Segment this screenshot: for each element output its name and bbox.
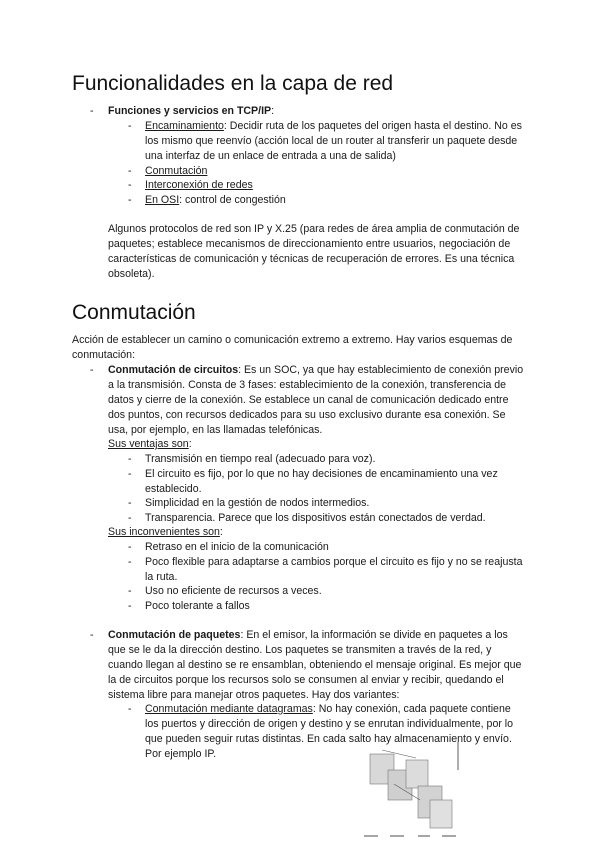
sub-dash: - (128, 512, 132, 524)
inconveniente-item: Poco flexible para adaptarse a cambios porque el circuito es fijo y no se reajusta la ruta. (145, 556, 523, 583)
colon: : (271, 105, 275, 117)
circuitos-text: : Es un SOC, ya que hay establecimiento de conexión previo a la transmisión. Consta de 3 fases: establecimiento de la conexión, transferencia de datos y cierre de la conexión. Se establece un canal de comunicación dedicado entre dos puntos, con recursos dedicados para su uso exclusivo durante esa conexión. Se usa, por ejemplo, en las llamadas telefónicas. (108, 364, 524, 436)
sub-dash: - (128, 165, 132, 177)
diagram-node (406, 760, 428, 788)
bullet-label: Funciones y servicios en TCP/IP (108, 105, 272, 117)
heading-funcionalidades: Funcionalidades en la capa de red (72, 72, 394, 95)
paragraph-protocolos: Algunos protocolos de red son IP y X.25 (para redes de área amplia de conmutación de paquetes; establece mecanismos de direccionamiento entre usuarios, negociación de características de comunicación y técnicas de recuperación de errores. Es una técnica obsoleta). (108, 223, 520, 280)
ventajas-label-text: Sus ventajas son (108, 438, 189, 450)
colon: : (188, 438, 192, 450)
inconvenientes-label-text: Sus inconvenientes son (108, 526, 220, 538)
ventajas-label (108, 437, 192, 452)
circuitos-label: Conmutación de circuitos (108, 364, 239, 376)
bullet-dash: - (90, 364, 94, 376)
subitem-encaminamiento (145, 119, 530, 164)
sub-dash: - (128, 497, 132, 509)
bullet-dash: - (90, 105, 94, 117)
ventaja-item: Transmisión en tiempo real (adecuado para voz). (145, 453, 376, 465)
bullet-funciones-tcpip (108, 104, 528, 119)
sub-dash: - (128, 453, 132, 465)
paragraph-intro: Acción de establecer un camino o comunicación extremo a extremo. Hay varios esquemas de conmutación: (72, 334, 513, 361)
subitem-text: : Decidir ruta de los paquetes del origen hasta el destino. No es los mismo que reenvío (acción local de un router al transferir un paquete desde una interfaz de un enlace de entrada a una de salida) (145, 120, 522, 162)
link-interconexion[interactable]: Interconexión de redes (145, 179, 253, 191)
datagram-diagram (360, 740, 470, 845)
paquetes-label: Conmutación de paquetes (108, 629, 241, 641)
sub-dash: - (128, 120, 132, 132)
bullet-circuitos (108, 363, 528, 438)
datagramas-text: : No hay conexión, cada paquete contiene los puertos y dirección de origen y destino y se enrutan individualmente, por lo que pueden seguir rutas distintas. En cada salto hay almacenamiento y envío. Por ejemplo IP. (145, 703, 514, 760)
diagram-node (430, 800, 452, 828)
heading-conmutacion: Conmutación (72, 301, 196, 324)
subitem-text: : control de congestión (179, 194, 286, 206)
inconvenientes-label (108, 525, 223, 540)
inconveniente-item: Uso no eficiente de recursos a veces. (145, 585, 322, 597)
bullet-paquetes (108, 628, 528, 703)
link-datagramas[interactable]: Conmutación mediante datagramas (145, 703, 313, 715)
paquetes-text: : En el emisor, la información se divide en paquetes a los que se le da la dirección destino. Los paquetes se transmiten a través de la red, y cuando llegan al destino se re ensamblan, obteniendo el mensaje original. Es mejor que la de circuitos porque los recursos solo se consumen al enviar y recibir, quedando el sistema libre para manejar otros paquetes. Hay dos variantes: (108, 629, 522, 701)
subitem-interconexion (145, 178, 530, 193)
ventaja-item: Transparencia. Parece que los dispositivos están conectados de verdad. (145, 512, 486, 524)
sub-dash: - (128, 585, 132, 597)
ventaja-item: Simplicidad en la gestión de nodos intermedios. (145, 497, 370, 509)
sub-dash: - (128, 468, 132, 480)
subitem-osi (145, 193, 530, 208)
sub-dash: - (128, 556, 132, 568)
sub-dash: - (128, 600, 132, 612)
sub-dash: - (128, 541, 132, 553)
bullet-dash: - (90, 629, 94, 641)
sub-dash: - (128, 194, 132, 206)
inconveniente-item: Poco tolerante a fallos (145, 600, 250, 612)
link-encaminamiento[interactable]: Encaminamiento (145, 120, 224, 132)
sub-dash: - (128, 703, 132, 715)
colon: : (219, 526, 223, 538)
subitem-conmutacion (145, 164, 530, 179)
link-conmutacion[interactable]: Conmutación (145, 165, 208, 177)
inconveniente-item: Retraso en el inicio de la comunicación (145, 541, 329, 553)
ventaja-item: El circuito es fijo, por lo que no hay decisiones de encaminamiento una vez establecido. (145, 468, 498, 495)
sub-dash: - (128, 179, 132, 191)
link-en-osi[interactable]: En OSI (145, 194, 180, 206)
